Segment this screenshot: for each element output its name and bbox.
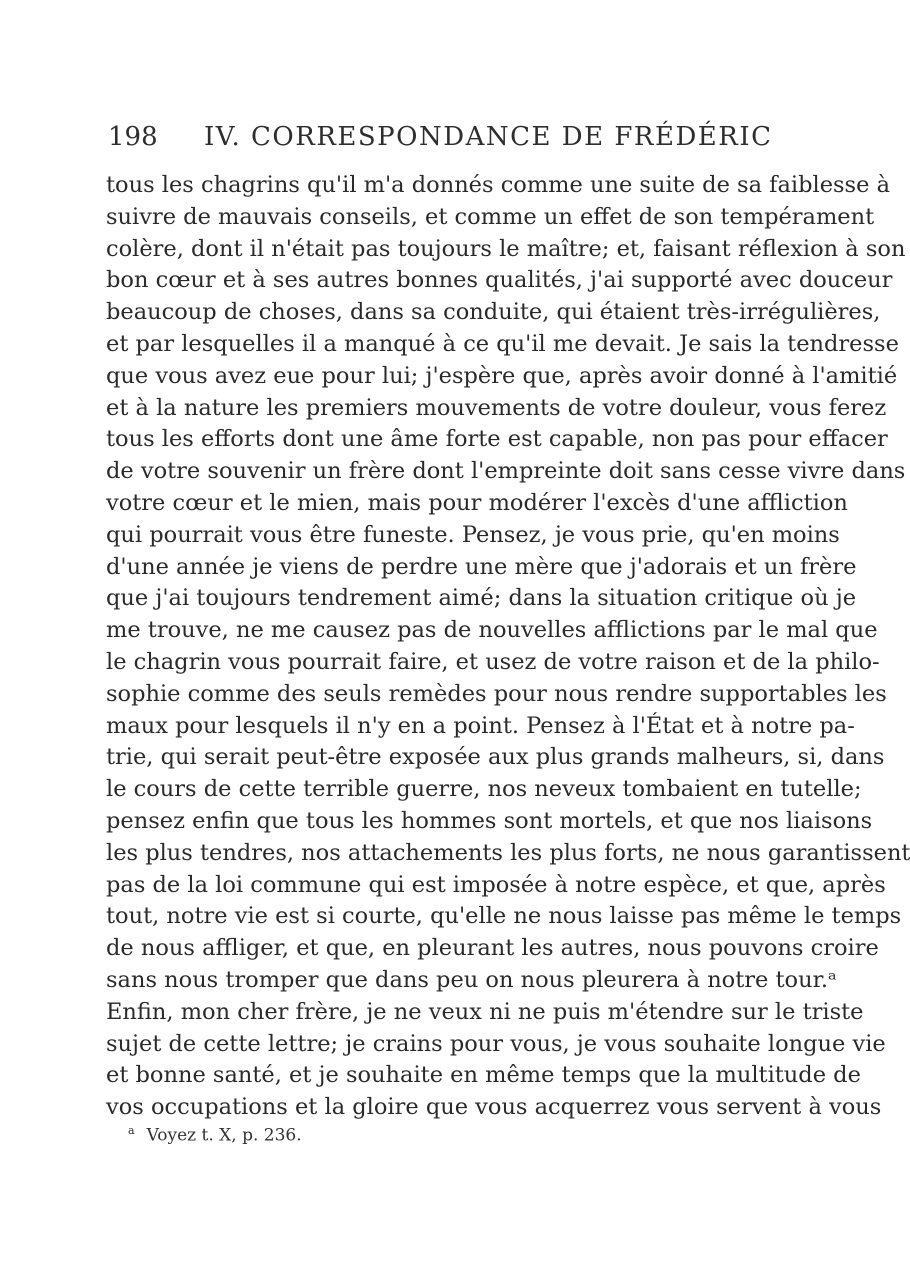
- text-line: que j'ai toujours tendrement aimé; dans la situation critique où je: [106, 585, 857, 612]
- text-line: beaucoup de choses, dans sa conduite, qui étaient très-irrégulières,: [106, 299, 881, 326]
- text-line: me trouve, ne me causez pas de nouvelles afflictions par le mal que: [106, 617, 878, 644]
- footnote-marker: a: [128, 1124, 135, 1137]
- text-line: trie, qui serait peut-être exposée aux plus grands malheurs, si, dans: [106, 744, 885, 771]
- text-line: vos occupations et la gloire que vous acquerrez vous servent à vous: [106, 1094, 882, 1121]
- text-line: sujet de cette lettre; je crains pour vous, je vous souhaite longue vie: [106, 1030, 886, 1057]
- text-line: les plus tendres, nos attachements les plus forts, ne nous garantissent: [106, 839, 910, 866]
- text-line: de nous affliger, et que, en pleurant les autres, nous pouvons croire: [106, 935, 879, 962]
- text-line: tous les chagrins qu'il m'a donnés comme une suite de sa faiblesse à: [106, 172, 890, 198]
- text-line: suivre de mauvais conseils, et comme un effet de son tempérament: [106, 203, 875, 230]
- text-line: qui pourrait vous être funeste. Pensez, je vous prie, qu'en moins: [106, 521, 840, 548]
- text-line: et par lesquelles il a manqué à ce qu'il me devait. Je sais la tendresse: [106, 330, 899, 357]
- text-line: maux pour lesquels il n'y en a point. Pensez à l'État et à notre pa-: [106, 712, 855, 739]
- running-title: IV. CORRESPONDANCE DE FRÉDÉRIC: [204, 122, 773, 152]
- text-line: votre cœur et le mien, mais pour modérer l'excès d'une affliction: [106, 489, 848, 516]
- footnote-text: Voyez t. X, p. 236.: [146, 1125, 302, 1146]
- footnote: [128, 1124, 302, 1146]
- text-line: d'une année je viens de perdre une mère que j'adorais et un frère: [106, 553, 857, 580]
- text-line: de votre souvenir un frère dont l'empreinte doit sans cesse vivre dans: [106, 458, 906, 485]
- text-line: pensez enfin que tous les hommes sont mortels, et que nos liaisons: [106, 807, 873, 834]
- text-line: le chagrin vous pourrait faire, et usez de votre raison et de la philo-: [106, 648, 880, 675]
- text-line: et bonne santé, et je souhaite en même temps que la multitude de: [106, 1062, 861, 1089]
- text-line: pas de la loi commune qui est imposée à notre espèce, et que, après: [106, 871, 886, 898]
- body-text: [106, 170, 910, 1124]
- text-line: le cours de cette terrible guerre, nos neveux tombaient en tutelle;: [106, 776, 862, 803]
- text-line: tout, notre vie est si courte, qu'elle ne nous laisse pas même le temps: [106, 903, 902, 930]
- text-line: sophie comme des seuls remèdes pour nous rendre supportables les: [106, 680, 887, 707]
- text-line: et à la nature les premiers mouvements de votre douleur, vous ferez: [106, 394, 887, 421]
- text-line: bon cœur et à ses autres bonnes qualités, j'ai supporté avec douceur: [106, 267, 893, 294]
- text-line: tous les efforts dont une âme forte est capable, non pas pour effacer: [106, 426, 888, 453]
- page-number: 198: [108, 122, 158, 152]
- text-line: sans nous tromper que dans peu on nous pleurera à notre tour.ᵃ: [106, 966, 837, 993]
- text-line: que vous avez eue pour lui; j'espère que, après avoir donné à l'amitié: [106, 362, 898, 389]
- running-head: [108, 122, 808, 158]
- text-line: colère, dont il n'était pas toujours le maître; et, faisant réflexion à son: [106, 235, 906, 262]
- text-line: Enfin, mon cher frère, je ne veux ni ne puis m'étendre sur le triste: [106, 998, 864, 1025]
